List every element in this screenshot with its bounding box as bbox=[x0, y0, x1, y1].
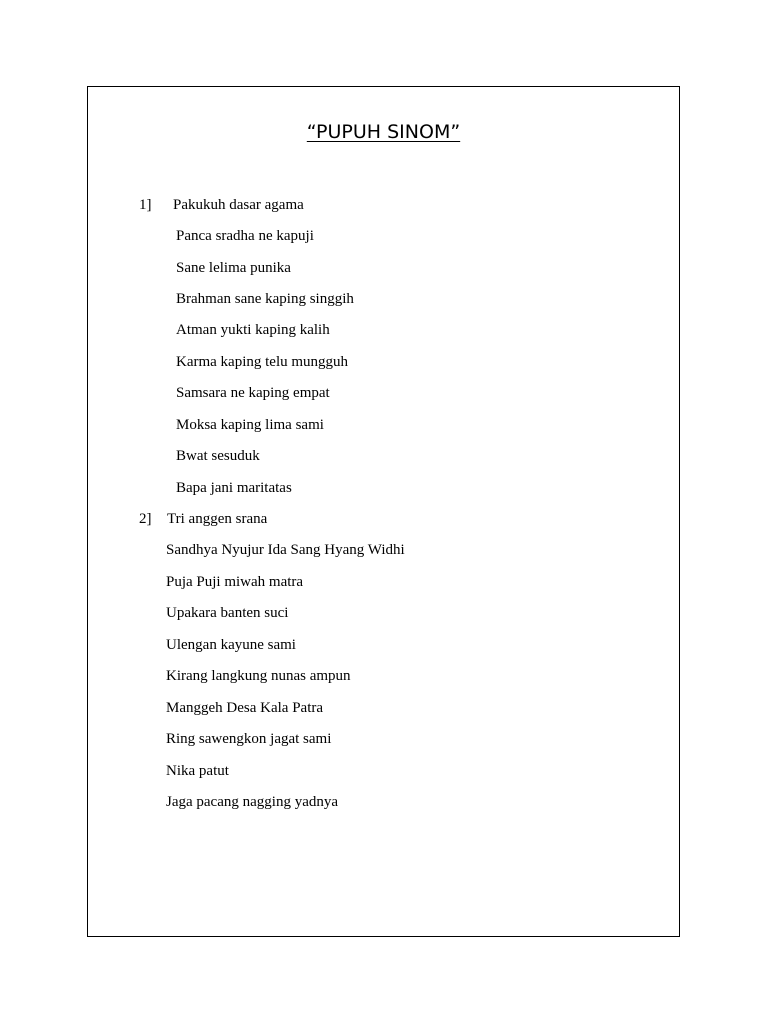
stanza-2-line-6: Kirang langkung nunas ampun bbox=[166, 668, 351, 684]
stanza-2-line-3: Puja Puji miwah matra bbox=[166, 574, 304, 590]
stanza-2-line-7: Manggeh Desa Kala Patra bbox=[166, 700, 324, 716]
poem-title bbox=[87, 120, 680, 144]
stanza-2-line-5: Ulengan kayune sami bbox=[166, 637, 296, 653]
stanza-1-line-1: Pakukuh dasar agama bbox=[173, 197, 304, 213]
stanza-2-line-8: Ring sawengkon jagat sami bbox=[166, 731, 332, 747]
stanza-1-line-7: Samsara ne kaping empat bbox=[176, 385, 330, 401]
stanza-1-number: 1] bbox=[139, 197, 152, 213]
stanza-1-line-4: Brahman sane kaping singgih bbox=[176, 291, 354, 307]
stanza-2-line-2: Sandhya Nyujur Ida Sang Hyang Widhi bbox=[166, 542, 405, 558]
stanza-2-line-1: Tri anggen srana bbox=[167, 511, 268, 527]
stanza-2-line-10: Jaga pacang nagging yadnya bbox=[166, 794, 339, 810]
stanza-2-number: 2] bbox=[139, 511, 152, 527]
stanza-1-line-10: Bapa jani maritatas bbox=[176, 480, 292, 496]
stanza-1-line-8: Moksa kaping lima sami bbox=[176, 417, 324, 433]
stanza-1-line-2: Panca sradha ne kapuji bbox=[176, 228, 314, 244]
stanza-2-line-9: Nika patut bbox=[166, 763, 229, 779]
stanza-1-line-9: Bwat sesuduk bbox=[176, 448, 260, 464]
stanza-1-line-3: Sane lelima punika bbox=[176, 260, 291, 276]
poem-title-text: “PUPUH SINOM” bbox=[306, 121, 461, 143]
stanza-2-line-4: Upakara banten suci bbox=[166, 605, 289, 621]
stanza-1-line-6: Karma kaping telu mungguh bbox=[176, 354, 349, 370]
stanza-1-line-5: Atman yukti kaping kalih bbox=[176, 322, 330, 338]
